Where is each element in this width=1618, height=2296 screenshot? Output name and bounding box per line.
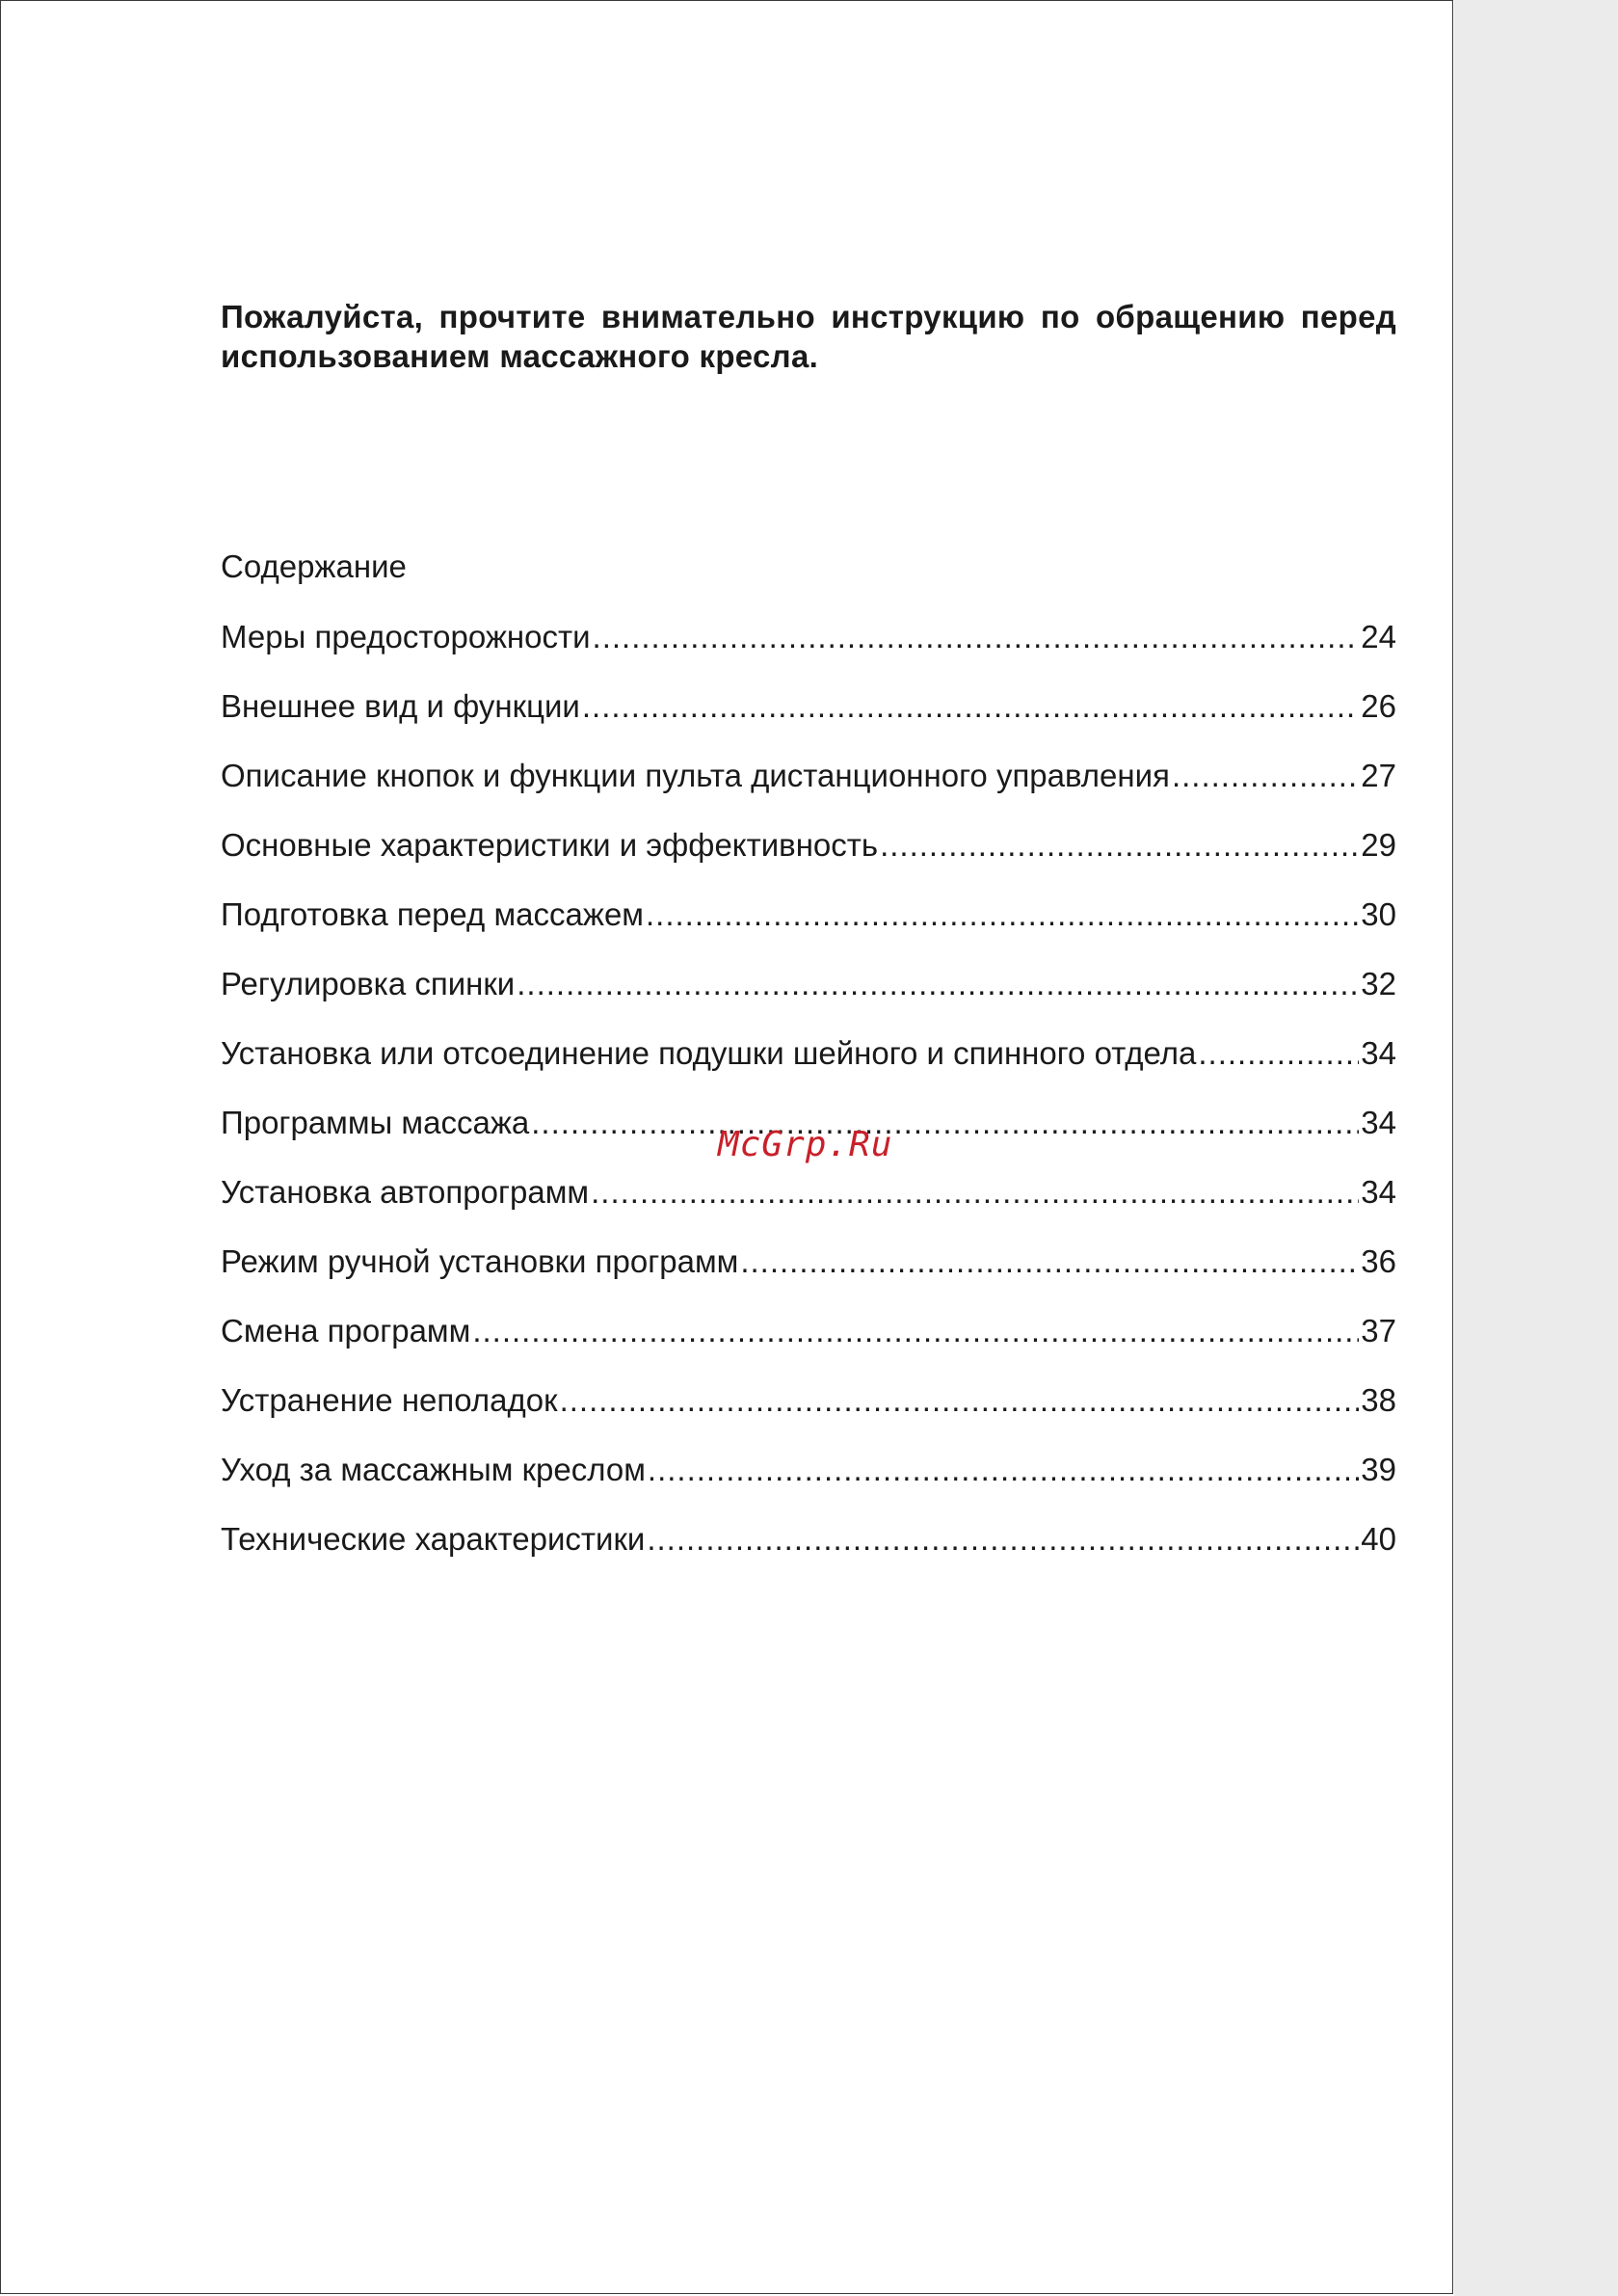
toc-item[interactable]	[221, 1173, 1396, 1242]
toc-item-page: 34	[1361, 1105, 1396, 1140]
toc-leader-dots	[591, 1173, 1359, 1212]
toc-item-title: Уход за массажным креслом	[221, 1452, 646, 1487]
toc-item-page: 32	[1361, 966, 1396, 1001]
toc-item-page: 37	[1361, 1313, 1396, 1348]
toc-leader-dots	[1198, 1034, 1359, 1073]
toc-leader-dots	[472, 1312, 1359, 1350]
toc-heading: Содержание	[221, 548, 407, 584]
toc-item-title: Технические характеристики	[221, 1521, 646, 1557]
table-of-contents	[221, 618, 1396, 1589]
toc-item-page: 27	[1361, 758, 1396, 793]
toc-leader-dots	[531, 1104, 1359, 1142]
toc-item-title: Меры предосторожности	[221, 619, 591, 654]
toc-item-page: 24	[1361, 619, 1396, 654]
toc-item-title: Установка или отсоединение подушки шейного и спинного отдела	[221, 1035, 1197, 1071]
toc-item[interactable]	[221, 826, 1396, 895]
toc-item-title: Основные характеристики и эффективность	[221, 827, 879, 863]
toc-leader-dots	[517, 965, 1359, 1003]
toc-item[interactable]	[221, 687, 1396, 757]
toc-leader-dots	[1172, 757, 1359, 795]
toc-item-page: 30	[1361, 896, 1396, 932]
toc-item-title: Регулировка спинки	[221, 966, 516, 1001]
toc-item-page: 34	[1361, 1035, 1396, 1071]
toc-item[interactable]	[221, 1381, 1396, 1451]
toc-leader-dots	[593, 618, 1360, 656]
toc-item[interactable]	[221, 1451, 1396, 1520]
scan-gutter	[1454, 0, 1618, 2296]
toc-item-page: 40	[1361, 1521, 1396, 1557]
toc-item-page: 38	[1361, 1382, 1396, 1418]
toc-item-page: 36	[1361, 1243, 1396, 1279]
toc-leader-dots	[646, 895, 1359, 934]
toc-item-page: 26	[1361, 688, 1396, 724]
toc-leader-dots	[582, 687, 1359, 726]
intro-notice: Пожалуйста, прочтите внимательно инструкцию по обращению перед использованием массажного кресла.	[221, 299, 1396, 374]
toc-item-title: Программы массажа	[221, 1105, 530, 1140]
toc-item-page: 29	[1361, 827, 1396, 863]
toc-item[interactable]	[221, 965, 1396, 1034]
toc-leader-dots	[648, 1451, 1359, 1489]
toc-leader-dots	[880, 826, 1359, 865]
toc-item[interactable]	[221, 618, 1396, 687]
toc-leader-dots	[560, 1381, 1360, 1420]
toc-item-title: Установка автопрограмм	[221, 1174, 590, 1210]
toc-item-title: Описание кнопок и функции пульта дистанционного управления	[221, 758, 1170, 793]
toc-item[interactable]	[221, 1312, 1396, 1381]
toc-item[interactable]	[221, 1520, 1396, 1589]
toc-leader-dots	[647, 1520, 1359, 1559]
watermark-text: McGrp.Ru	[718, 1125, 893, 1164]
toc-item-page: 34	[1361, 1174, 1396, 1210]
toc-item-title: Режим ручной установки программ	[221, 1243, 739, 1279]
toc-item-title: Устранение неполадок	[221, 1382, 558, 1418]
toc-item-title: Смена программ	[221, 1313, 471, 1348]
toc-item-page: 39	[1361, 1452, 1396, 1487]
toc-item[interactable]	[221, 1034, 1396, 1104]
toc-item[interactable]	[221, 757, 1396, 826]
toc-item[interactable]	[221, 895, 1396, 965]
toc-item-title: Подготовка перед массажем	[221, 896, 644, 932]
toc-leader-dots	[740, 1242, 1359, 1281]
toc-item-title: Внешнее вид и функции	[221, 688, 580, 724]
toc-item[interactable]	[221, 1242, 1396, 1312]
